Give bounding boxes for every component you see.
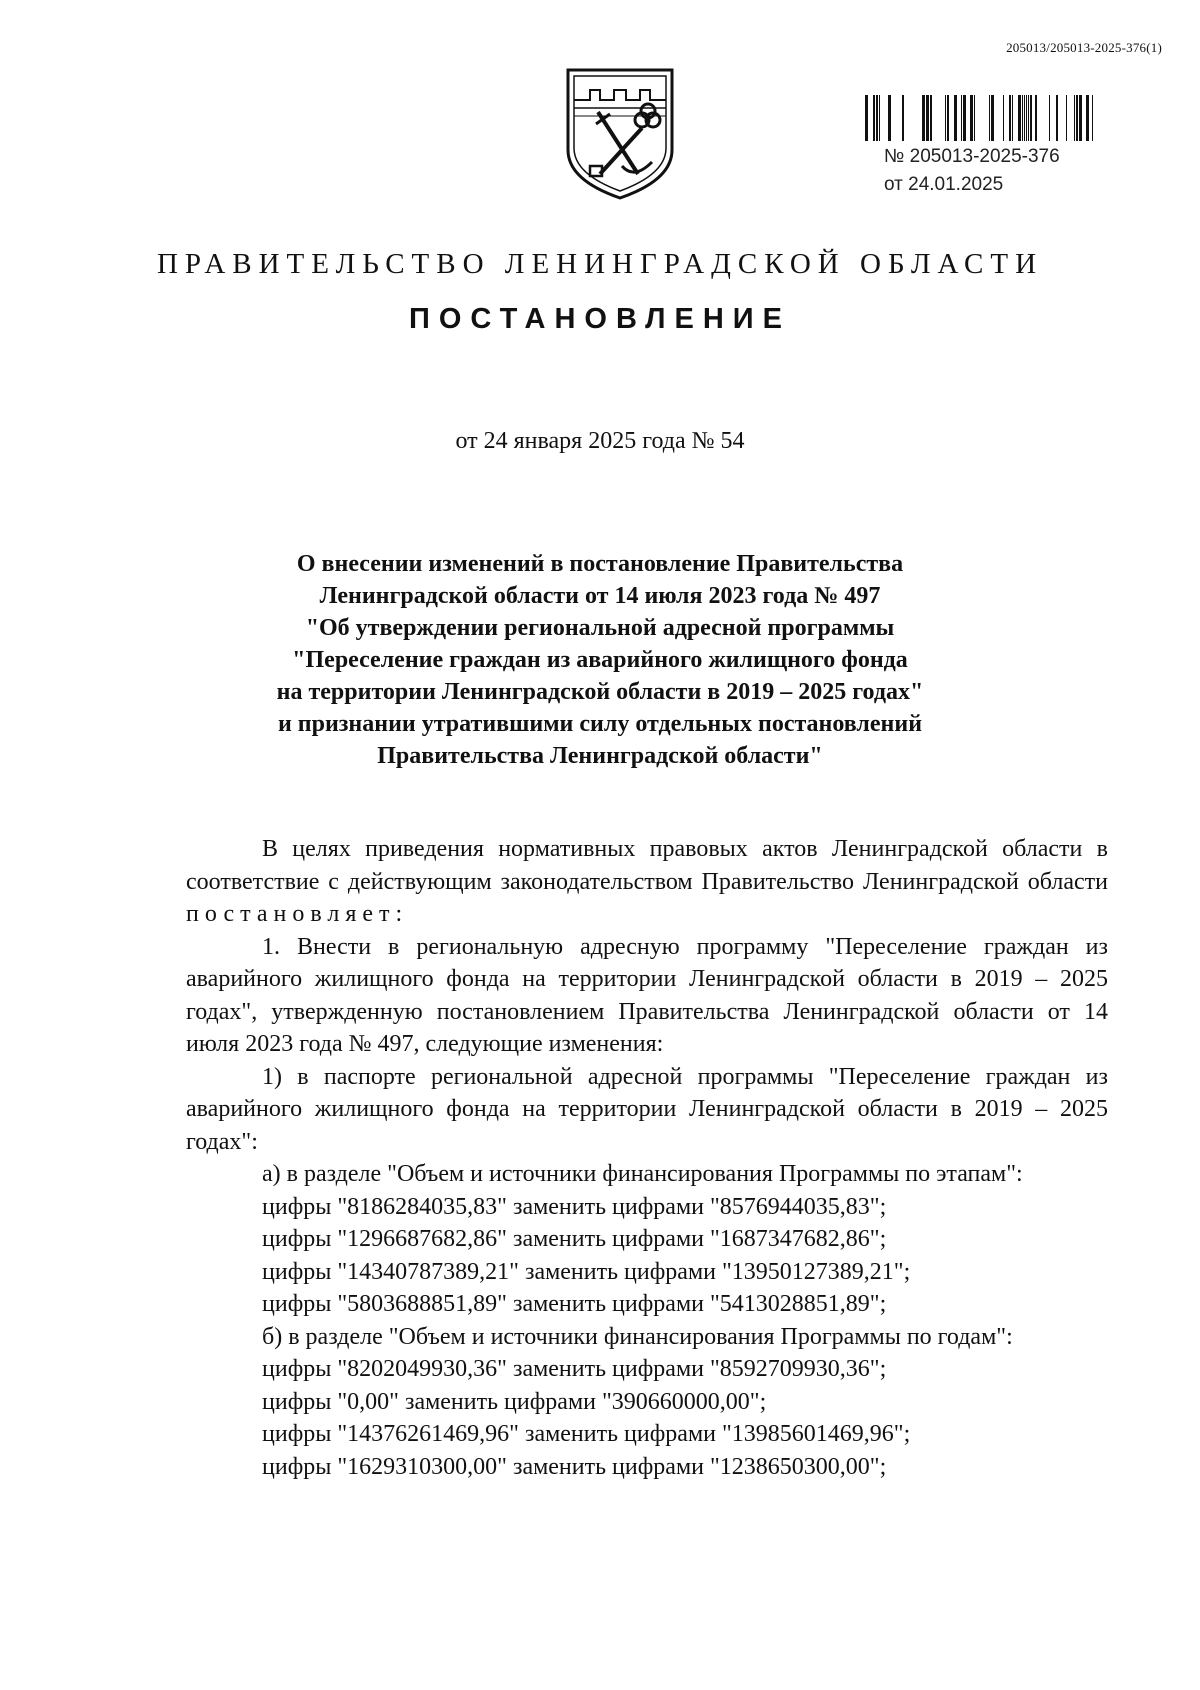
- coat-of-arms-icon: [560, 62, 680, 202]
- registration-block: [862, 95, 1102, 197]
- barcode-bar: [1074, 95, 1075, 141]
- barcode-bar: [989, 95, 990, 141]
- barcode-icon: [862, 95, 1098, 141]
- barcode-bar: [1066, 95, 1067, 141]
- barcode-bar: [902, 95, 904, 141]
- title-line: Правительства Ленинградской области": [377, 743, 823, 769]
- document-type: ПОСТАНОВЛЕНИЕ: [409, 303, 791, 335]
- title-line: Ленинградской области от 14 июля 2023 года № 497: [319, 583, 881, 609]
- barcode-bar: [1018, 95, 1021, 141]
- replacement-line: цифры "14340787389,21" заменить цифрами "13950127389,21";: [262, 1258, 911, 1285]
- barcode-bar: [1012, 95, 1013, 141]
- item-a-paragraph: а) в разделе "Объем и источники финансирования Программы по этапам":: [262, 1161, 1023, 1187]
- barcode-bar: [1028, 95, 1029, 141]
- barcode-bar: [1003, 95, 1004, 141]
- barcode-bar: [991, 95, 994, 141]
- barcode-bar: [865, 95, 868, 141]
- title-line: "Об утверждении региональной адресной программы: [305, 615, 895, 641]
- barcode-bar: [974, 95, 975, 141]
- barcode-bar: [922, 95, 925, 141]
- barcode-bar: [1030, 95, 1032, 141]
- barcode-bar: [1092, 95, 1093, 141]
- barcode-bar: [926, 95, 929, 141]
- barcode-bar: [1024, 95, 1025, 141]
- replacement-line: цифры "5803688851,89" заменить цифрами "5413028851,89";: [262, 1291, 887, 1317]
- registration-date: от 24.01.2025: [884, 174, 1004, 195]
- barcode-bar: [1026, 95, 1027, 141]
- barcode-bar: [888, 95, 891, 141]
- barcode-bar: [945, 95, 946, 141]
- government-name: ПРАВИТЕЛЬСТВО ЛЕНИНГРАДСКОЙ ОБЛАСТИ: [156, 248, 1044, 280]
- barcode-bar: [1076, 95, 1078, 141]
- barcode-bar: [954, 95, 957, 141]
- barcode-bar: [1056, 95, 1058, 141]
- replacement-line: цифры "8202049930,36" заменить цифрами "8592709930,36";: [262, 1356, 887, 1382]
- item-1-paragraph: 1. Внести в региональную адресную программу "Переселение граждан из аварийного жилищного фонда на территории Ленинградской области в 2019 – 2025 годах", утвержденную постановлением Правительства Ленинградской области от 14 июля 2023 года № 497, следующие изменения:: [186, 933, 1108, 1057]
- barcode-bar: [1049, 95, 1050, 141]
- barcode-bar: [961, 95, 962, 141]
- replacement-line: цифры "1296687682,86" заменить цифрами "1687347682,86";: [262, 1226, 887, 1252]
- preamble-text: В целях приведения нормативных правовых актов Ленинградской области в соответствие с действующим законодательством Правительство Ленинградской области: [186, 836, 1108, 895]
- document-body: [186, 833, 1108, 1483]
- barcode-bar: [1086, 95, 1089, 141]
- barcode-bar: [876, 95, 878, 141]
- barcode-bar: [963, 95, 966, 141]
- item-1-1-paragraph: 1) в паспорте региональной адресной программы "Переселение граждан из аварийного жилищного фонда на территории Ленинградской области в 2019 – 2025 годах":: [186, 1063, 1108, 1155]
- barcode-bar: [873, 95, 875, 141]
- barcode-bar: [930, 95, 932, 141]
- barcode-bar: [947, 95, 949, 141]
- preamble-decree-word: постановляет:: [186, 901, 409, 927]
- replacement-line: цифры "0,00" заменить цифрами "390660000,00";: [262, 1388, 767, 1415]
- document-reference: 205013/205013-2025-376(1): [1006, 40, 1162, 55]
- registration-number: № 205013-2025-376: [884, 146, 1060, 167]
- title-line: О внесении изменений в постановление Правительства: [296, 551, 904, 577]
- title-line: и признании утратившими силу отдельных постановлений: [277, 711, 923, 737]
- replacement-line: цифры "1629310300,00" заменить цифрами "1238650300,00";: [262, 1453, 887, 1480]
- barcode-bar: [1009, 95, 1011, 141]
- barcode-bar: [1022, 95, 1023, 141]
- title-line: "Переселение граждан из аварийного жилищного фонда: [292, 647, 908, 673]
- document-date: от 24 января 2025 года № 54: [455, 428, 745, 454]
- document-title: [150, 548, 1050, 772]
- replacement-line: цифры "8186284035,83" заменить цифрами "8576944035,83";: [262, 1193, 887, 1220]
- title-line: на территории Ленинградской области в 2019 – 2025 годах": [276, 679, 924, 705]
- barcode-bar: [879, 95, 880, 141]
- barcode-bar: [1079, 95, 1082, 141]
- replacement-line: цифры "14376261469,96" заменить цифрами "13985601469,96";: [262, 1421, 911, 1447]
- preamble-paragraph: [186, 833, 1108, 931]
- barcode-bar: [1035, 95, 1037, 141]
- barcode-bar: [970, 95, 973, 141]
- item-b-paragraph: б) в разделе "Объем и источники финансирования Программы по годам":: [262, 1323, 1013, 1350]
